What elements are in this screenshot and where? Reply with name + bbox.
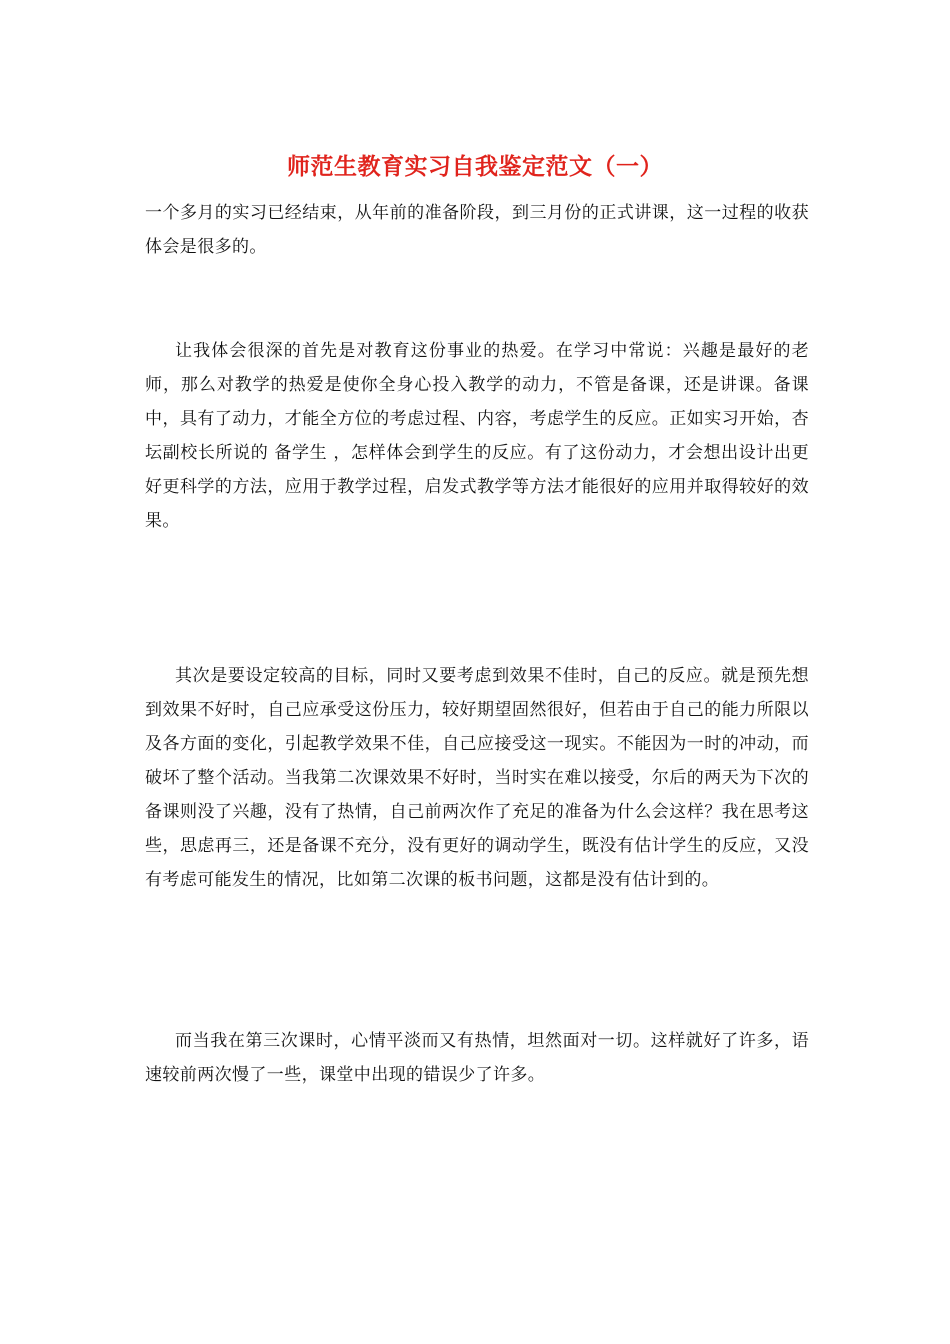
paragraph-4: 而当我在第三次课时，心情平淡而又有热情，坦然面对一切。这样就好了许多，语速较前两次慢了一些，课堂中出现的错误少了许多。 bbox=[145, 1031, 809, 1085]
paragraph-2: 让我体会很深的首先是对教育这份事业的热爱。在学习中常说：兴趣是最好的老师，那么对教学的热爱是使你全身心投入教学的动力，不管是备课，还是讲课。备课中，具有了动力，才能全方位的考虑过程、内容，考虑学生的反应。正如实习开始，杏坛副校长所说的 备学生 ，怎样体会到学生的反应。有了这份动力，才会想出设计出更好更科学的方法，应用于教学过程，启发式教学等方法才能很好的应用并取得较好的效果。 bbox=[145, 341, 809, 531]
document-title: 师范生教育实习自我鉴定范文（一） bbox=[287, 153, 663, 180]
paragraph-3: 其次是要设定较高的目标，同时又要考虑到效果不佳时，自己的反应。就是预先想到效果不好时，自己应承受这份压力，较好期望固然很好，但若由于自己的能力所限以及各方面的变化，引起教学效果不佳，自己应接受这一现实。不能因为一时的冲动，而破坏了整个活动。当我第二次课效果不好时，当时实在难以接受，尔后的两天为下次的备课则没了兴趣，没有了热情，自己前两次作了充足的准备为什么会这样？我在思考这些，思虑再三，还是备课不充分，没有更好的调动学生，既没有估计学生的反应，又没有考虑可能发生的情况，比如第二次课的板书问题，这都是没有估计到的。 bbox=[145, 666, 809, 890]
paragraph-1: 一个多月的实习已经结束，从年前的准备阶段，到三月份的正式讲课，这一过程的收获体会是很多的。 bbox=[145, 203, 809, 257]
